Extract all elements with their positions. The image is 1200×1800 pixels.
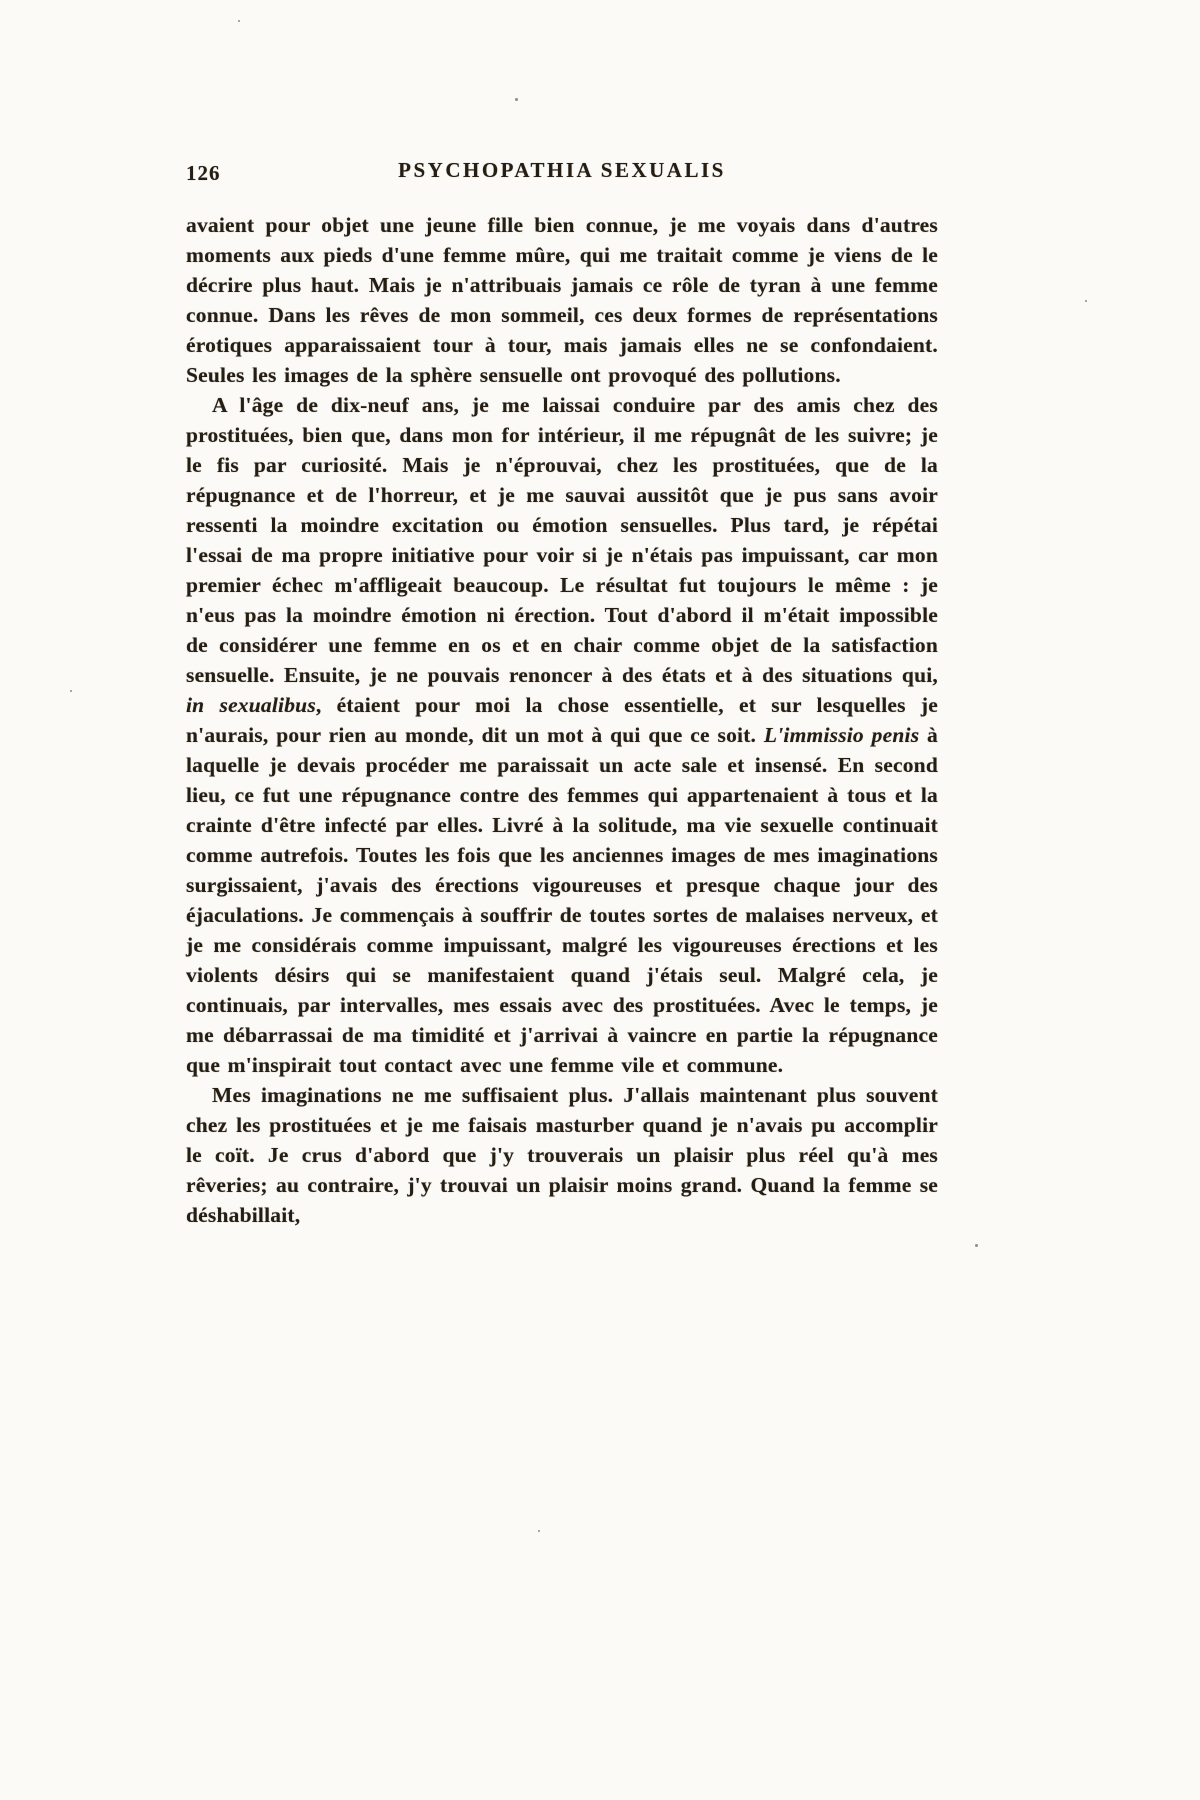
body-text bbox=[186, 210, 938, 1230]
scan-speck bbox=[238, 20, 240, 22]
page-number: 126 bbox=[186, 161, 221, 185]
text-segment: avaient pour objet une jeune fille bien connue, je me voyais dans d'autres moments aux pieds d'une femme mûre, qui me traitait comme je viens de le décrire plus haut. Mais je n'attribuais jamais ce rôle de tyran à une femme connue. Dans les rêves de mon sommeil, ces deux formes de représentations érotiques apparaissaient tour à tour, mais jamais elles ne se confondaient. Seules les images de la sphère sensuelle ont provoqué des pollutions. bbox=[186, 213, 938, 387]
scan-speck bbox=[1085, 300, 1087, 302]
page-header bbox=[186, 158, 938, 194]
italic-phrase: in sexualibus bbox=[186, 693, 316, 717]
text-segment: à laquelle je devais procéder me paraissait un acte sale et insensé. En second lieu, ce fut une répugnance contre des femmes qui appartenaient à tous et la crainte d'être infecté par elles. Livré à la solitude, ma vie sexuelle continuait comme autrefois. Toutes les fois que les anciennes images de mes imaginations surgissaient, j'avais des érections vigoureuses et presque chaque jour des éjaculations. Je commençais à souffrir de toutes sortes de malaises nerveux, et je me considérais comme impuissant, malgré les vigoureuses érections et les violents désirs qui se manifestaient quand j'étais seul. Malgré cela, je continuais, par intervalles, mes essais avec des prostituées. Avec le temps, je me débarrassai de ma timidité et j'arrivai à vaincre en partie la répugnance que m'inspirait tout contact avec une femme vile et commune. bbox=[186, 723, 939, 1077]
scan-speck bbox=[975, 1244, 978, 1247]
paragraph bbox=[186, 1080, 938, 1230]
scan-speck bbox=[515, 98, 518, 101]
page-content bbox=[186, 158, 938, 1230]
text-segment: Mes imaginations ne me suffisaient plus. J'allais maintenant plus souvent chez les prostituées et je me faisais masturber quand je n'avais pu accomplir le coït. Je crus d'abord que j'y trouverais un plaisir plus réel qu'à mes rêveries; au contraire, j'y trouvai un plaisir moins grand. Quand la femme se déshabillait, bbox=[186, 1083, 938, 1227]
italic-phrase: L'immissio penis bbox=[763, 723, 920, 747]
text-segment: , étaient pour moi la chose essentielle, et sur lesquelles je n'aurais, pour rien au monde, dit un mot à qui que ce soit. bbox=[186, 693, 938, 747]
paragraph bbox=[186, 390, 938, 1080]
paragraph bbox=[186, 210, 938, 390]
text-segment: A l'âge de dix-neuf ans, je me laissai conduire par des amis chez des prostituées, bien que, dans mon for intérieur, il me répugnât de les suivre; je le fis par curiosité. Mais je n'éprouvai, chez les prostituées, que de la répugnance et de l'horreur, et je me sauvai aussitôt que je pus sans avoir ressenti la moindre excitation ou émotion sensuelles. Plus tard, je répétai l'essai de ma propre initiative pour voir si je n'étais pas impuissant, car mon premier échec m'affligeait beaucoup. Le résultat fut toujours le même : je n'eus pas la moindre émotion ni érection. Tout d'abord il m'était impossible de considérer une femme en os et en chair comme objet de la satisfaction sensuelle. Ensuite, je ne pouvais renoncer à des états et à des situations qui, bbox=[186, 393, 938, 687]
running-title: PSYCHOPATHIA SEXUALIS bbox=[398, 158, 726, 182]
scan-speck bbox=[538, 1530, 540, 1532]
scan-speck bbox=[70, 690, 72, 692]
